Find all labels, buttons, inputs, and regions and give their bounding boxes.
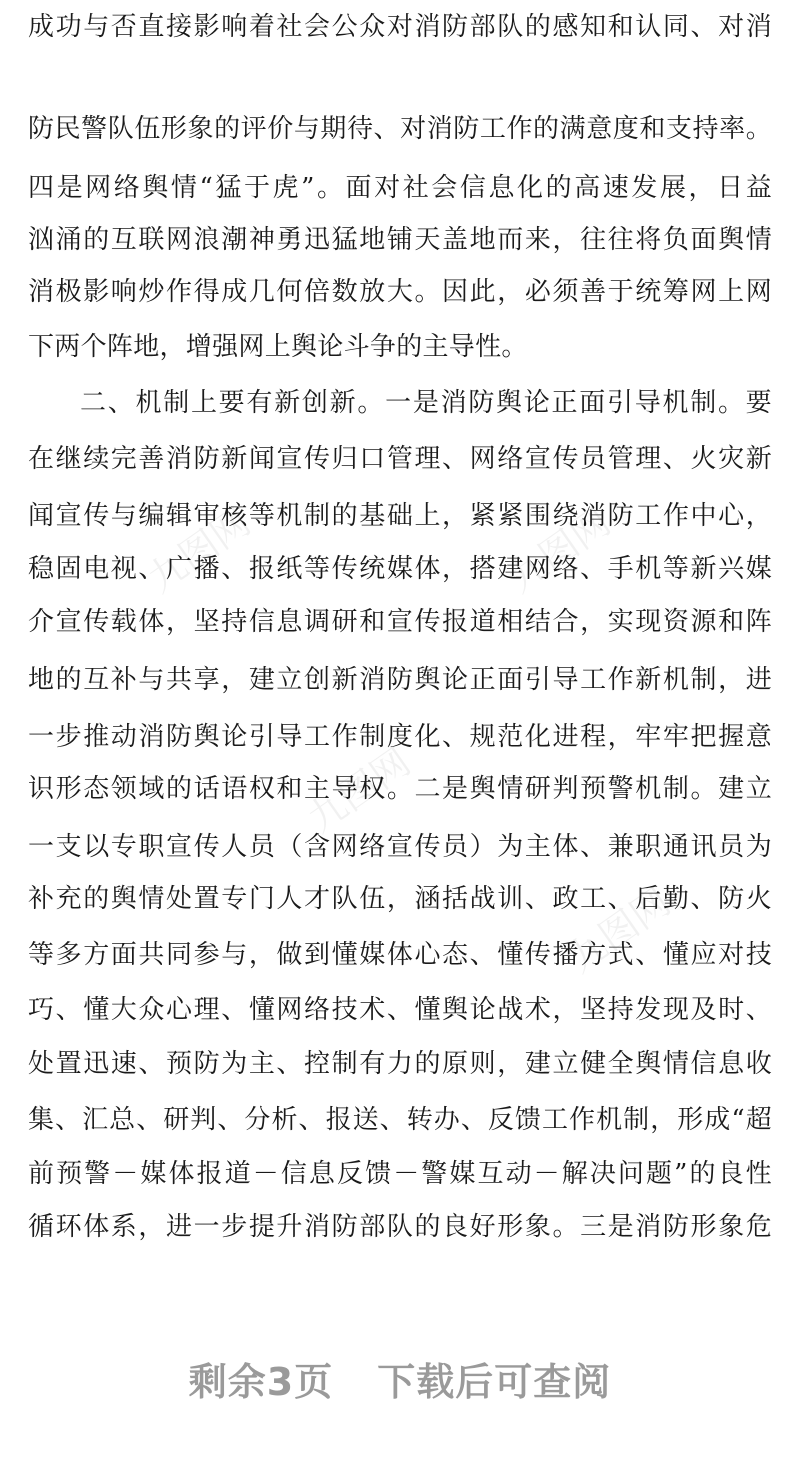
download-hint-label: 下载后可查阅 [377, 1360, 612, 1404]
text-line: 消极影响炒作得成几何倍数放大。因此，必须善于统筹网上网 [28, 277, 772, 307]
text-line: 介宣传载体，坚持信息调研和宣传报道相结合，实现资源和阵 [28, 607, 772, 637]
text-line: 下两个阵地，增强网上舆论斗争的主导性。 [28, 332, 528, 362]
remaining-pages-label: 剩余3页 [188, 1360, 334, 1404]
text-line: 一步推动消防舆论引导工作制度化、规范化进程，牢牢把握意 [28, 722, 772, 752]
text-line: 识形态领域的话语权和主导权。二是舆情研判预警机制。建立 [28, 774, 772, 804]
text-line: 在继续完善消防新闻宣传归口管理、网络宣传员管理、火灾新 [28, 444, 772, 474]
text-line: 四是网络舆情“猛于虎”。面对社会信息化的高速发展，日益 [28, 173, 772, 203]
text-line: 一支以专职宣传人员（含网络宣传员）为主体、兼职通讯员为 [28, 832, 772, 862]
watermark: 九图网 [499, 499, 619, 602]
text-line: 等多方面共同参与，做到懂媒体心态、懂传播方式、懂应对技 [28, 940, 772, 970]
text-line: 前预警－媒体报道－信息反馈－警媒互动－解决问题”的良性 [28, 1159, 772, 1189]
download-prompt-banner[interactable] [0, 1352, 800, 1412]
text-line: 补充的舆情处置专门人才队伍，涵括战训、政工、后勤、防火 [28, 884, 772, 914]
text-line: 防民警队伍形象的评价与期待、对消防工作的满意度和支持率。 [28, 114, 772, 144]
text-line: 成功与否直接影响着社会公众对消防部队的感知和认同、对消 [28, 12, 772, 42]
text-line: 稳固电视、广播、报纸等传统媒体，搭建网络、手机等新兴媒 [28, 554, 772, 584]
watermark: 九图网 [299, 739, 419, 842]
text-line: 巧、懂大众心理、懂网络技术、懂舆论战术，坚持发现及时、 [28, 995, 772, 1025]
text-line: 处置迅速、预防为主、控制有力的原则，建立健全舆情信息收 [28, 1049, 772, 1079]
text-line: 汹涌的互联网浪潮神勇迅猛地铺天盖地而来，往往将负面舆情 [28, 225, 772, 255]
text-line: 地的互补与共享，建立创新消防舆论正面引导工作新机制，进 [28, 665, 772, 695]
text-line: 闻宣传与编辑审核等机制的基础上，紧紧围绕消防工作中心， [28, 501, 772, 531]
watermark: 九图网 [139, 499, 259, 602]
watermark: 九图网 [559, 879, 679, 982]
text-line: 二、机制上要有新创新。一是消防舆论正面引导机制。要 [80, 388, 772, 418]
text-line: 集、汇总、研判、分析、报送、转办、反馈工作机制，形成“超 [28, 1105, 772, 1135]
text-line: 循环体系，进一步提升消防部队的良好形象。三是消防形象危 [28, 1212, 772, 1242]
